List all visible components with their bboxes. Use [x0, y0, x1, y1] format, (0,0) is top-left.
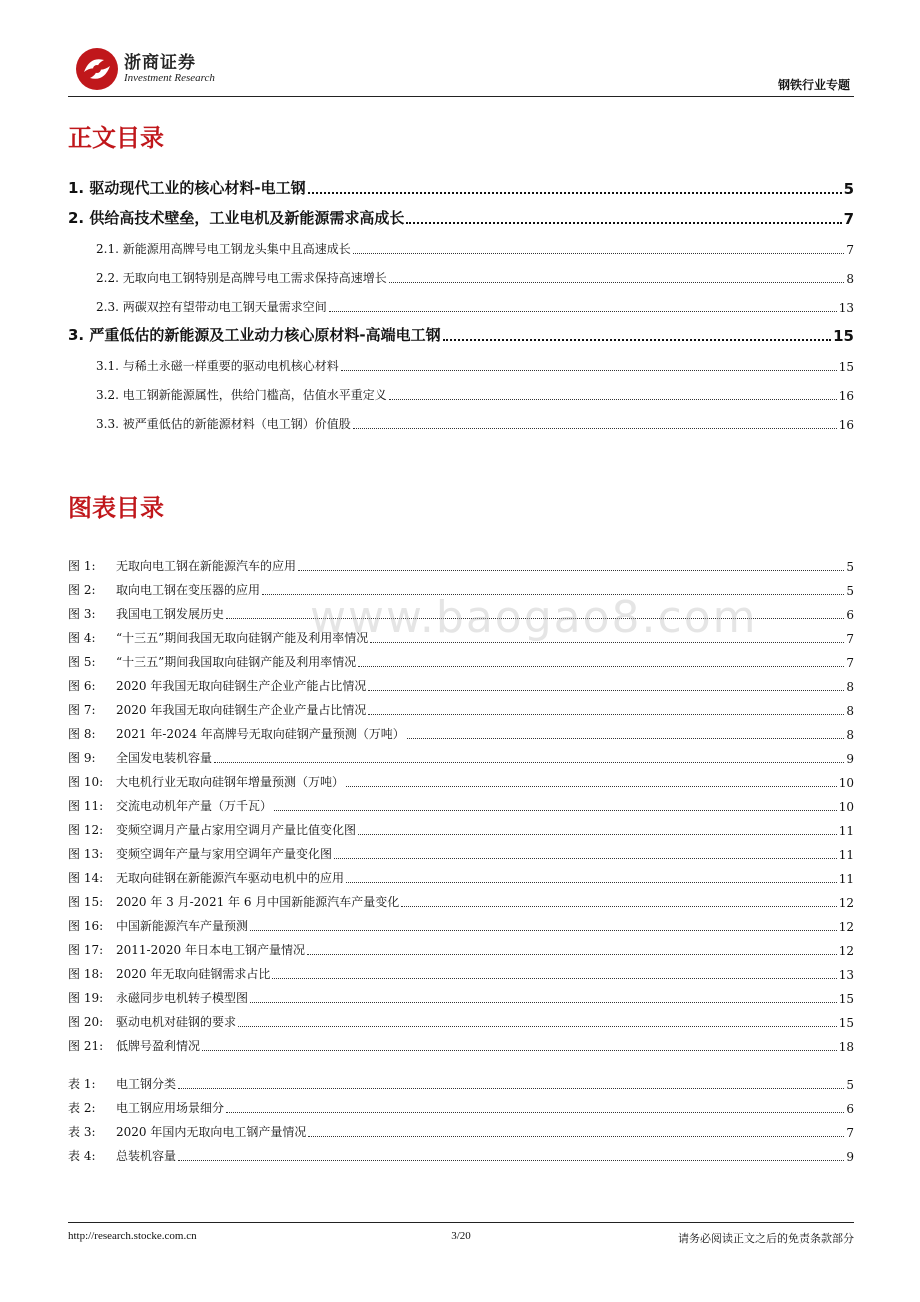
figures-title: 图表目录	[68, 494, 164, 522]
report-type: 钢铁行业专题	[777, 78, 850, 92]
dot-leader	[341, 370, 837, 371]
figure-list-item[interactable]	[68, 814, 854, 838]
entry-page-number: 11	[838, 872, 854, 886]
figure-list-item[interactable]	[68, 766, 854, 790]
entry-label	[68, 893, 399, 910]
entry-label: 2.3. 两碳双控有望带动电工钢天量需求空间	[96, 300, 327, 314]
figure-list-item[interactable]	[68, 958, 854, 982]
entry-page-number: 9	[846, 752, 854, 766]
figure-list-item[interactable]	[68, 862, 854, 886]
entry-label	[68, 1013, 236, 1030]
dot-leader	[298, 570, 844, 571]
dot-leader	[272, 978, 836, 979]
entry-label	[68, 701, 366, 718]
entry-number: 表 2:	[68, 1101, 96, 1115]
entry-title: 交流电动机年产量（万千瓦）	[116, 799, 273, 813]
dot-leader	[389, 282, 845, 283]
dot-leader	[308, 1136, 844, 1137]
entry-label	[68, 941, 305, 958]
toc-chapter-entry[interactable]	[68, 168, 854, 198]
dot-leader	[407, 738, 845, 739]
entry-number: 图 3:	[68, 607, 96, 621]
entry-page-number: 5	[846, 1078, 854, 1092]
entry-number: 图 21:	[68, 1039, 104, 1053]
entry-page-number: 16	[838, 389, 854, 403]
dot-leader	[401, 906, 836, 907]
dot-leader	[238, 1026, 837, 1027]
entry-label	[68, 1075, 176, 1092]
figure-list-item[interactable]	[68, 910, 854, 934]
figure-list-item[interactable]	[68, 982, 854, 1006]
entry-page-number: 12	[838, 896, 854, 910]
entry-label	[68, 797, 272, 814]
entry-number: 图 10:	[68, 775, 104, 789]
entry-label	[68, 989, 248, 1006]
dot-leader	[308, 192, 842, 194]
entry-page-number: 7	[846, 656, 854, 670]
list-spacer	[68, 1054, 854, 1068]
entry-label	[68, 869, 344, 886]
entry-page-number: 15	[838, 992, 854, 1006]
entry-number: 图 18:	[68, 967, 104, 981]
entry-title: 变频空调年产量与家用空调年产量变化图	[116, 847, 333, 861]
entry-page-number: 10	[838, 776, 854, 790]
entry-title: 2020 年无取向硅钢需求占比	[116, 967, 271, 981]
toc-section-entry[interactable]	[68, 257, 854, 286]
entry-label	[68, 1037, 200, 1054]
entry-number: 图 20:	[68, 1015, 104, 1029]
logo-chinese-text: 浙商证券	[124, 53, 196, 73]
entry-number: 表 3:	[68, 1125, 96, 1139]
entry-label	[68, 845, 332, 862]
footer-divider	[68, 1222, 854, 1223]
dot-leader	[329, 311, 837, 312]
entry-label	[68, 965, 270, 982]
entry-page-number: 12	[838, 920, 854, 934]
watermark: www.baogao8.com	[310, 592, 758, 643]
toc-section-entry[interactable]	[68, 286, 854, 315]
entry-number: 图 7:	[68, 703, 96, 717]
dot-leader	[443, 339, 832, 341]
entry-number: 图 12:	[68, 823, 104, 837]
figure-list-item[interactable]	[68, 1006, 854, 1030]
entry-title: 驱动电机对硅钢的要求	[116, 1015, 237, 1029]
figure-list-item[interactable]	[68, 646, 854, 670]
entry-number: 图 15:	[68, 895, 104, 909]
figure-list-item[interactable]	[68, 694, 854, 718]
entry-number: 图 8:	[68, 727, 96, 741]
dot-leader	[358, 834, 837, 835]
entry-number: 图 1:	[68, 559, 96, 573]
dot-leader	[250, 1002, 837, 1003]
entry-title: 2020 年 3 月-2021 年 6 月中国新能源汽车产量变化	[116, 895, 400, 909]
page-footer	[68, 1222, 854, 1245]
entry-label	[68, 1147, 176, 1164]
entry-label	[68, 677, 366, 694]
entry-title: 2020 年我国无取向硅钢生产企业产量占比情况	[116, 703, 367, 717]
figure-list-item[interactable]	[68, 790, 854, 814]
entry-label	[68, 773, 344, 790]
dot-leader	[250, 930, 837, 931]
toc-section-entry[interactable]	[68, 228, 854, 257]
toc-section-entry[interactable]	[68, 374, 854, 403]
entry-number: 表 1:	[68, 1077, 96, 1091]
entry-label: 3.3. 被严重低估的新能源材料（电工钢）价值股	[96, 417, 351, 431]
entry-page-number: 8	[846, 704, 854, 718]
page-number: 3/20	[451, 1230, 471, 1242]
entry-page-number: 13	[838, 968, 854, 982]
entry-label	[68, 749, 212, 766]
entry-number: 图 16:	[68, 919, 104, 933]
entry-number: 图 6:	[68, 679, 96, 693]
entry-label	[68, 581, 260, 598]
toc-section-entry[interactable]	[68, 403, 854, 432]
toc-title: 正文目录	[68, 124, 164, 152]
entry-page-number: 12	[838, 944, 854, 958]
dot-leader	[346, 786, 837, 787]
entry-label: 2. 供给高技术壁垒，工业电机及新能源需求高成长	[68, 209, 405, 227]
figure-list-item[interactable]	[68, 670, 854, 694]
figure-list-item[interactable]	[68, 934, 854, 958]
figure-list-item[interactable]	[68, 718, 854, 742]
entry-number: 表 4:	[68, 1149, 96, 1163]
dot-leader	[214, 762, 844, 763]
entry-number: 图 9:	[68, 751, 96, 765]
entry-title: 无取向硅钢在新能源汽车驱动电机中的应用	[116, 871, 345, 885]
entry-page-number: 5	[846, 560, 854, 574]
entry-title: 2011-2020 年日本电工钢产量情况	[116, 943, 305, 957]
entry-page-number: 5	[843, 180, 854, 198]
dot-leader	[406, 222, 841, 224]
page-header	[68, 40, 854, 98]
footer-disclaimer: 请务必阅读正文之后的免责条款部分	[678, 1232, 854, 1245]
entry-page-number: 8	[846, 680, 854, 694]
dot-leader	[226, 1112, 844, 1113]
entry-page-number: 11	[838, 848, 854, 862]
entry-page-number: 6	[846, 1102, 854, 1116]
figure-list-item[interactable]	[68, 838, 854, 862]
entry-number: 图 19:	[68, 991, 104, 1005]
dot-leader	[358, 666, 844, 667]
entry-title: 低牌号盈利情况	[116, 1039, 201, 1053]
dot-leader	[353, 428, 837, 429]
table-list-item[interactable]	[68, 1068, 854, 1092]
entry-page-number: 8	[846, 728, 854, 742]
entry-title: “十三五”期间我国取向硅钢产能及利用率情况	[116, 655, 357, 669]
entry-title: 取向电工钢在变压器的应用	[116, 583, 261, 597]
entry-label	[68, 557, 296, 574]
footer-url-link[interactable]: http://research.stocke.com.cn	[68, 1230, 197, 1242]
entry-title: 2020 年我国无取向硅钢生产企业产能占比情况	[116, 679, 367, 693]
dot-leader	[368, 714, 844, 715]
entry-page-number: 8	[846, 272, 854, 286]
entry-page-number: 15	[838, 1016, 854, 1030]
entry-number: 图 17:	[68, 943, 104, 957]
entry-page-number: 11	[838, 824, 854, 838]
entry-number: 图 4:	[68, 631, 96, 645]
entry-number: 图 14:	[68, 871, 104, 885]
toc-chapter-entry[interactable]	[68, 315, 854, 345]
entry-page-number: 7	[846, 1126, 854, 1140]
dot-leader	[202, 1050, 837, 1051]
dot-leader	[334, 858, 837, 859]
figure-list-item[interactable]	[68, 550, 854, 574]
entry-label	[68, 821, 356, 838]
entry-title: 中国新能源汽车产量预测	[116, 919, 249, 933]
entry-title: 变频空调月产量占家用空调月产量比值变化图	[116, 823, 357, 837]
entry-page-number: 18	[838, 1040, 854, 1054]
entry-number: 图 5:	[68, 655, 96, 669]
entry-label	[68, 1123, 306, 1140]
dot-leader	[368, 690, 844, 691]
entry-title: 我国电工钢发展历史	[116, 607, 225, 621]
entry-title: 总装机容量	[116, 1149, 177, 1163]
entry-page-number: 15	[833, 327, 854, 345]
entry-label	[68, 653, 356, 670]
entry-title: 大电机行业无取向硅钢年增量预测（万吨）	[116, 775, 345, 789]
entry-label: 2.2. 无取向电工钢特别是高牌号电工需求保持高速增长	[96, 271, 387, 285]
dot-leader	[307, 954, 837, 955]
dot-leader	[178, 1088, 844, 1089]
entry-page-number: 15	[838, 360, 854, 374]
dot-leader	[389, 399, 837, 400]
figure-list-item[interactable]	[68, 742, 854, 766]
entry-number: 图 11:	[68, 799, 104, 813]
entry-title: “十三五”期间我国无取向硅钢产能及利用率情况	[116, 631, 369, 645]
entry-page-number: 16	[838, 418, 854, 432]
dot-leader	[346, 882, 837, 883]
entry-label: 3. 严重低估的新能源及工业动力核心原材料-高端电工钢	[68, 326, 441, 344]
entry-label: 2.1. 新能源用高牌号电工钢龙头集中且高速成长	[96, 242, 351, 256]
entry-label	[68, 917, 248, 934]
toc-list	[68, 168, 854, 432]
entry-title: 2020 年国内无取向电工钢产量情况	[116, 1125, 307, 1139]
entry-title: 电工钢应用场景细分	[116, 1101, 225, 1115]
entry-title: 电工钢分类	[116, 1077, 177, 1091]
entry-page-number: 13	[838, 301, 854, 315]
entry-page-number: 7	[843, 210, 854, 228]
entry-label	[68, 1099, 224, 1116]
entry-label	[68, 725, 405, 742]
header-divider	[68, 96, 854, 97]
dot-leader	[353, 253, 845, 254]
entry-title: 无取向电工钢在新能源汽车的应用	[116, 559, 297, 573]
entry-page-number: 6	[846, 608, 854, 622]
table-list-item[interactable]	[68, 1140, 854, 1164]
entry-number: 图 13:	[68, 847, 104, 861]
entry-page-number: 7	[846, 632, 854, 646]
entry-page-number: 7	[846, 243, 854, 257]
logo-english-text: Investment Research	[124, 72, 215, 84]
table-list-item[interactable]	[68, 1092, 854, 1116]
entry-page-number: 9	[846, 1150, 854, 1164]
entry-title: 全国发电装机容量	[116, 751, 213, 765]
entry-label: 3.1. 与稀土永磁一样重要的驱动电机核心材料	[96, 359, 339, 373]
company-logo-icon	[74, 46, 120, 92]
toc-section-entry[interactable]	[68, 345, 854, 374]
entry-label: 3.2. 电工钢新能源属性，供给门槛高，估值水平重定义	[96, 388, 387, 402]
figure-list-item[interactable]	[68, 886, 854, 910]
entry-title: 永磁同步电机转子模型图	[116, 991, 249, 1005]
toc-chapter-entry[interactable]	[68, 198, 854, 228]
entry-page-number: 5	[846, 584, 854, 598]
entry-number: 图 2:	[68, 583, 96, 597]
entry-label	[68, 605, 224, 622]
dot-leader	[274, 810, 837, 811]
entry-label: 1. 驱动现代工业的核心材料-电工钢	[68, 179, 306, 197]
entry-page-number: 10	[838, 800, 854, 814]
dot-leader	[178, 1160, 844, 1161]
figure-list-item[interactable]	[68, 1030, 854, 1054]
entry-title: 2021 年-2024 年高牌号无取向硅钢产量预测（万吨）	[116, 727, 405, 741]
table-list-item[interactable]	[68, 1116, 854, 1140]
